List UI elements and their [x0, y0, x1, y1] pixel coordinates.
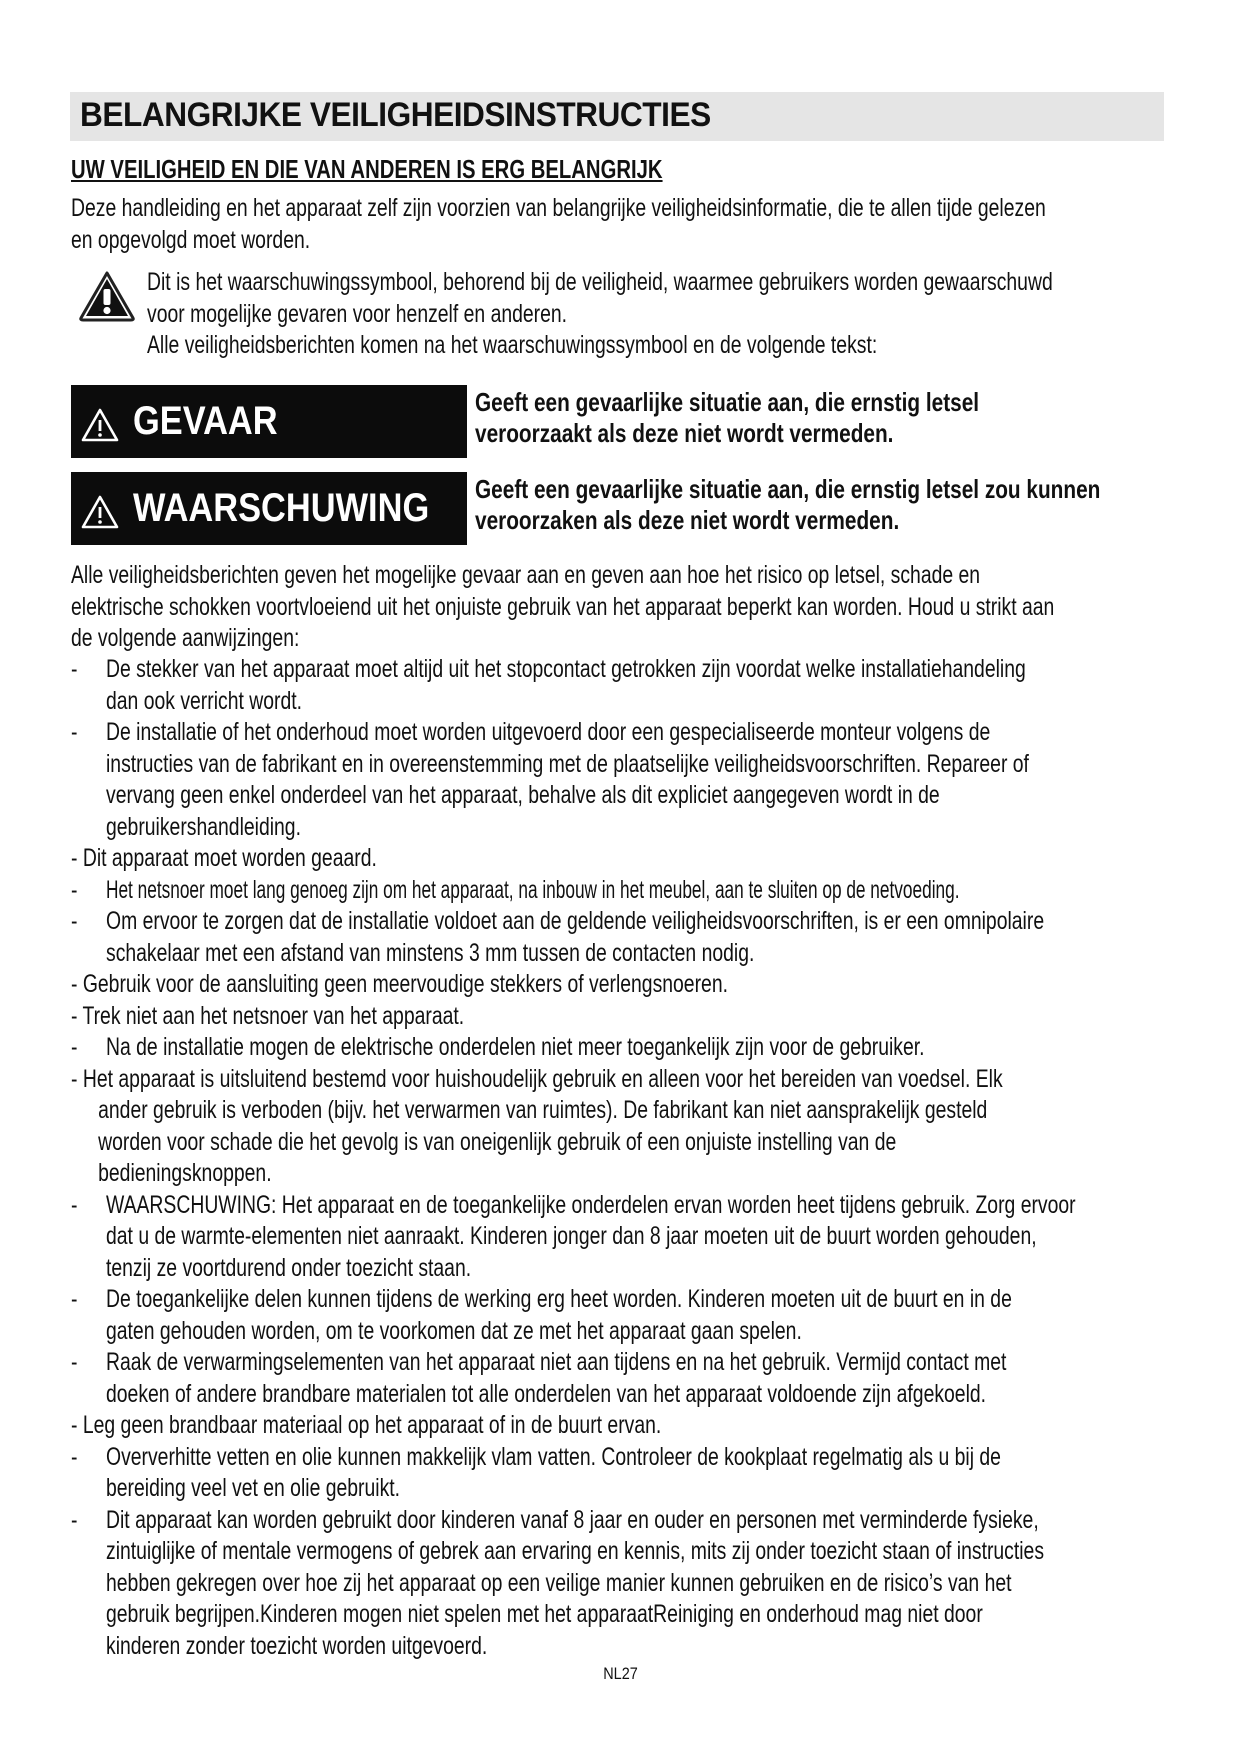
- symbol-explanation: [147, 267, 1241, 362]
- list-item: [71, 654, 1241, 717]
- warning-outline-icon: [80, 494, 120, 530]
- rule-line: De toegankelijke delen kunnen tijdens de werking erg heet worden. Kinderen moeten uit de buurt en in de: [106, 1285, 1012, 1313]
- signal-description-line: Geeft een gevaarlijke situatie aan, die ernstig letsel zou kunnen: [475, 474, 1101, 504]
- list-dash: -: [71, 1348, 78, 1376]
- list-item: [71, 1064, 1241, 1190]
- rule-line: schakelaar met een afstand van minstens 3 mm tussen de contacten nodig.: [106, 938, 755, 967]
- signal-label: GEVAAR: [133, 399, 278, 443]
- rule-line: worden voor schade die het gevolg is van oneigenlijk gebruik of een onjuiste instelling van de: [98, 1127, 897, 1156]
- signal-description-line: veroorzaken als deze niet wordt vermeden.: [475, 505, 900, 535]
- list-dash: -: [71, 907, 78, 935]
- warning-outline-icon: [80, 407, 120, 443]
- page-title: BELANGRIJKE VEILIGHEIDSINSTRUCTIES: [80, 96, 711, 134]
- rule-line: dat u de warmte-elementen niet aanraakt. Kinderen jonger dan 8 jaar moeten uit de buurt worden gehouden,: [106, 1222, 1037, 1250]
- signal-box-waarschuwing: [71, 472, 467, 545]
- rule-line: WAARSCHUWING: Het apparaat en de toegankelijke onderdelen ervan worden heet tijdens gebruik. Zorg ervoor: [106, 1190, 1076, 1219]
- rule-line: gaten gehouden worden, om te voorkomen dat ze met het apparaat gaan spelen.: [106, 1316, 802, 1345]
- list-item: [71, 1347, 1241, 1410]
- list-item: [71, 969, 1241, 1001]
- list-dash: -: [71, 718, 78, 746]
- list-item: [71, 1190, 1241, 1285]
- list-dash: -: [71, 655, 78, 683]
- rule-line: Oververhitte vetten en olie kunnen makkelijk vlam vatten. Controleer de kookplaat regelmatig als u bij de: [106, 1442, 1001, 1471]
- list-dash: -: [71, 1190, 78, 1219]
- rule-line: - Leg geen brandbaar materiaal op het apparaat of in de buurt ervan.: [71, 1411, 662, 1439]
- signal-box-gevaar: [71, 385, 467, 458]
- rule-line: - Gebruik voor de aansluiting geen meervoudige stekkers of verlengsnoeren.: [71, 970, 728, 998]
- rule-line: Raak de verwarmingselementen van het apparaat niet aan tijdens en na het gebruik. Vermijd contact met: [106, 1348, 1007, 1376]
- intro-line: Deze handleiding en het apparaat zelf zijn voorzien van belangrijke veiligheidsinformatie, die te allen tijde gelezen: [71, 194, 1046, 222]
- body-paragraph: [71, 560, 1241, 655]
- list-item: [71, 1442, 1241, 1505]
- rule-line: Het netsnoer moet lang genoeg zijn om het apparaat, na inbouw in het meubel, aan te sluiten op de netvoeding.: [106, 875, 960, 904]
- intro-line: en opgevolgd moet worden.: [71, 225, 311, 254]
- rule-line: doeken of andere brandbare materialen tot alle onderdelen van het apparaat voldoende zijn afgekoeld.: [106, 1379, 987, 1408]
- body-line: elektrische schokken voortvloeiend uit het onjuiste gebruik van het apparaat beperkt kan worden. Houd u strikt aan: [71, 592, 1055, 621]
- rule-line: dan ook verricht wordt.: [106, 686, 303, 715]
- list-item: [71, 1284, 1241, 1347]
- list-item: [71, 1505, 1241, 1663]
- rule-line: Om ervoor te zorgen dat de installatie voldoet aan de geldende veiligheidsvoorschriften, is er een omnipolaire: [106, 907, 1045, 935]
- list-item: [71, 906, 1241, 969]
- rule-line: De installatie of het onderhoud moet worden uitgevoerd door een gespecialiseerde monteur volgens de: [106, 718, 991, 746]
- list-dash: -: [71, 1033, 78, 1061]
- list-dash: -: [71, 1505, 78, 1534]
- rule-line: instructies van de fabrikant en in overeenstemming met de plaatselijke veiligheidsvoorschriften. Repareer of: [106, 749, 1029, 778]
- rule-line: De stekker van het apparaat moet altijd uit het stopcontact getrokken zijn voordat welke installatiehandeling: [106, 655, 1026, 683]
- symbol-line: voor mogelijke gevaren voor henzelf en anderen.: [147, 299, 568, 328]
- page-number: NL27: [603, 1664, 638, 1683]
- rule-line: kinderen zonder toezicht worden uitgevoerd.: [106, 1631, 488, 1660]
- list-dash: -: [71, 875, 78, 904]
- warning-triangle-icon: [78, 270, 136, 322]
- symbol-line: Alle veiligheidsberichten komen na het waarschuwingssymbool en de volgende tekst:: [147, 331, 878, 359]
- rule-line: zintuiglijke of mentale vermogens of gebrek aan ervaring en kennis, mits zij onder toezicht staan of instructies: [106, 1537, 1045, 1565]
- signal-description-line: Geeft een gevaarlijke situatie aan, die ernstig letsel: [475, 387, 980, 417]
- rule-line: tenzij ze voortdurend onder toezicht staan.: [106, 1253, 472, 1282]
- rule-line: - Het apparaat is uitsluitend bestemd voor huishoudelijk gebruik en alleen voor het bereiden van voedsel. Elk: [71, 1064, 1003, 1093]
- list-item: [71, 1410, 1241, 1442]
- symbol-line: Dit is het waarschuwingssymbool, behorend bij de veiligheid, waarmee gebruikers worden gewaarschuwd: [147, 268, 1053, 296]
- list-dash: -: [71, 1442, 78, 1471]
- signal-description-gevaar: [475, 387, 979, 449]
- rule-line: Dit apparaat kan worden gebruikt door kinderen vanaf 8 jaar en ouder en personen met verminderde fysieke,: [106, 1505, 1039, 1534]
- list-item: [71, 1032, 1241, 1064]
- rule-line: hebben gekregen over hoe zij het apparaat op een veilige manier kunnen gebruiken en de risico’s van het: [106, 1568, 1012, 1597]
- signal-description-waarschuwing: [475, 474, 1100, 536]
- list-item: [71, 1001, 1241, 1033]
- signal-description-line: veroorzaakt als deze niet wordt vermeden.: [475, 418, 894, 448]
- body-line: Alle veiligheidsberichten geven het mogelijke gevaar aan en geven aan hoe het risico op letsel, schade en: [71, 561, 981, 589]
- rule-line: bereiding veel vet en olie gebruikt.: [106, 1474, 401, 1502]
- rule-line: - Dit apparaat moet worden geaard.: [71, 844, 377, 872]
- body-line: de volgende aanwijzingen:: [71, 624, 300, 652]
- rule-line: Na de installatie mogen de elektrische onderdelen niet meer toegankelijk zijn voor de gebruiker.: [106, 1033, 925, 1061]
- rule-line: - Trek niet aan het netsnoer van het apparaat.: [71, 1001, 465, 1030]
- rule-line: vervang geen enkel onderdeel van het apparaat, behalve als dit expliciet aangegeven wordt in de: [106, 781, 940, 809]
- rule-line: bedieningsknoppen.: [98, 1159, 272, 1187]
- safety-rules-list: [71, 654, 1241, 1662]
- signal-label: WAARSCHUWING: [133, 486, 430, 530]
- list-item: [71, 875, 1241, 907]
- rule-line: ander gebruik is verboden (bijv. het verwarmen van ruimtes). De fabrikant kan niet aansprakelijk gesteld: [98, 1096, 988, 1124]
- title-bar: [70, 92, 1164, 141]
- list-item: [71, 843, 1241, 875]
- list-dash: -: [71, 1285, 78, 1313]
- rule-line: gebruikershandleiding.: [106, 812, 301, 841]
- section-subtitle: UW VEILIGHEID EN DIE VAN ANDEREN IS ERG BELANGRIJK: [71, 154, 663, 184]
- rule-line: gebruik begrijpen.Kinderen mogen niet spelen met het apparaatReiniging en onderhoud mag niet door: [106, 1600, 983, 1628]
- intro-paragraph: [71, 193, 1241, 256]
- list-item: [71, 717, 1241, 843]
